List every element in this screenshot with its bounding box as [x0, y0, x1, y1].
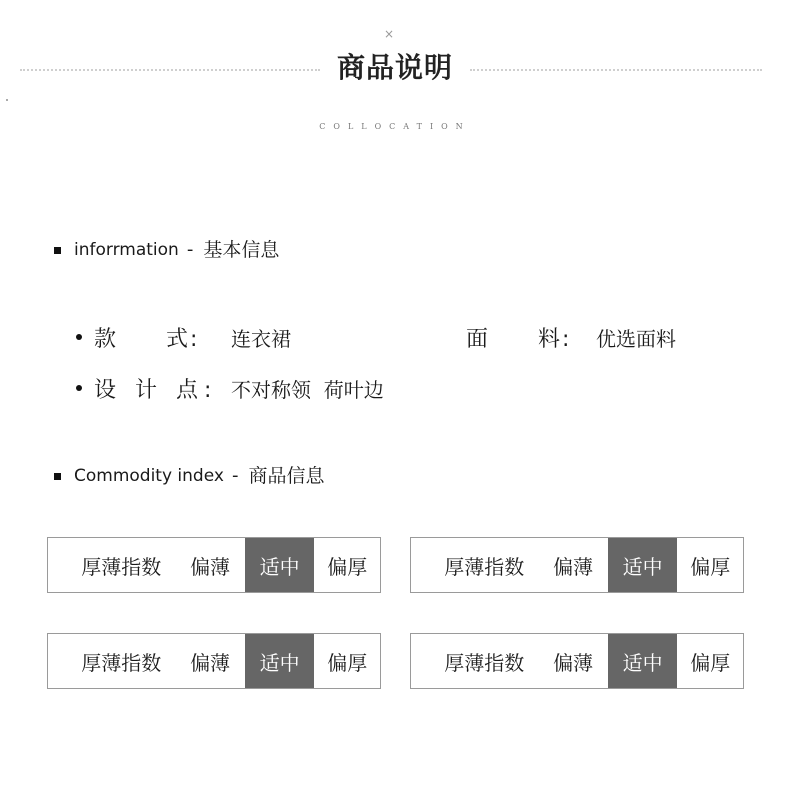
thickness-index-box	[47, 537, 381, 593]
index-option-medium-selected: 适中	[245, 538, 315, 592]
index-label: 厚薄指数	[444, 650, 525, 675]
index-label: 厚薄指数	[81, 650, 162, 675]
section-heading-en: inforrmation	[74, 240, 179, 260]
index-option-thick: 偏厚	[690, 650, 731, 675]
attr-label: 面 料:	[466, 326, 572, 352]
attr-label: 设 计 点:	[94, 377, 218, 403]
section-heading-cn: 基本信息	[203, 239, 280, 261]
attr-value: 优选面料	[596, 326, 676, 351]
section-heading-separator: -	[231, 465, 239, 486]
thickness-index-box	[410, 537, 744, 593]
thickness-index-box	[410, 633, 744, 689]
index-option-thin: 偏薄	[190, 650, 231, 675]
attr-value: 连衣裙	[231, 326, 291, 351]
section-heading-separator: -	[186, 239, 194, 260]
page-subtitle: COLLOCATION	[319, 122, 471, 131]
dot-bullet-icon	[76, 334, 82, 340]
index-option-thick: 偏厚	[327, 650, 368, 675]
decorative-dot	[6, 99, 8, 101]
index-option-thin: 偏薄	[190, 554, 231, 579]
section-heading-commodity-index	[54, 465, 324, 487]
attr-row-style	[76, 322, 291, 352]
page-title: 商品说明	[336, 51, 453, 84]
section-heading-cn: 商品信息	[248, 465, 325, 487]
title-divider-right	[470, 69, 762, 71]
index-option-medium-selected: 适中	[245, 634, 315, 688]
close-icon[interactable]: ×	[384, 27, 395, 41]
section-heading-basic-info	[54, 239, 279, 261]
index-label: 厚薄指数	[444, 554, 525, 579]
square-bullet-icon	[54, 473, 61, 480]
attr-label: 款 式:	[94, 326, 200, 352]
index-option-thick: 偏厚	[690, 554, 731, 579]
attr-value: 不对称领 荷叶边	[231, 377, 384, 402]
index-option-thick: 偏厚	[327, 554, 368, 579]
index-option-medium-selected: 适中	[608, 634, 678, 688]
attr-row-fabric	[466, 322, 676, 352]
index-option-medium-selected: 适中	[608, 538, 678, 592]
index-option-thin: 偏薄	[553, 554, 594, 579]
index-option-thin: 偏薄	[553, 650, 594, 675]
section-heading-en: Commodity index	[74, 466, 224, 486]
square-bullet-icon	[54, 247, 61, 254]
index-label: 厚薄指数	[81, 554, 162, 579]
thickness-index-box	[47, 633, 381, 689]
dot-bullet-icon	[76, 385, 82, 391]
attr-row-design	[76, 373, 384, 403]
